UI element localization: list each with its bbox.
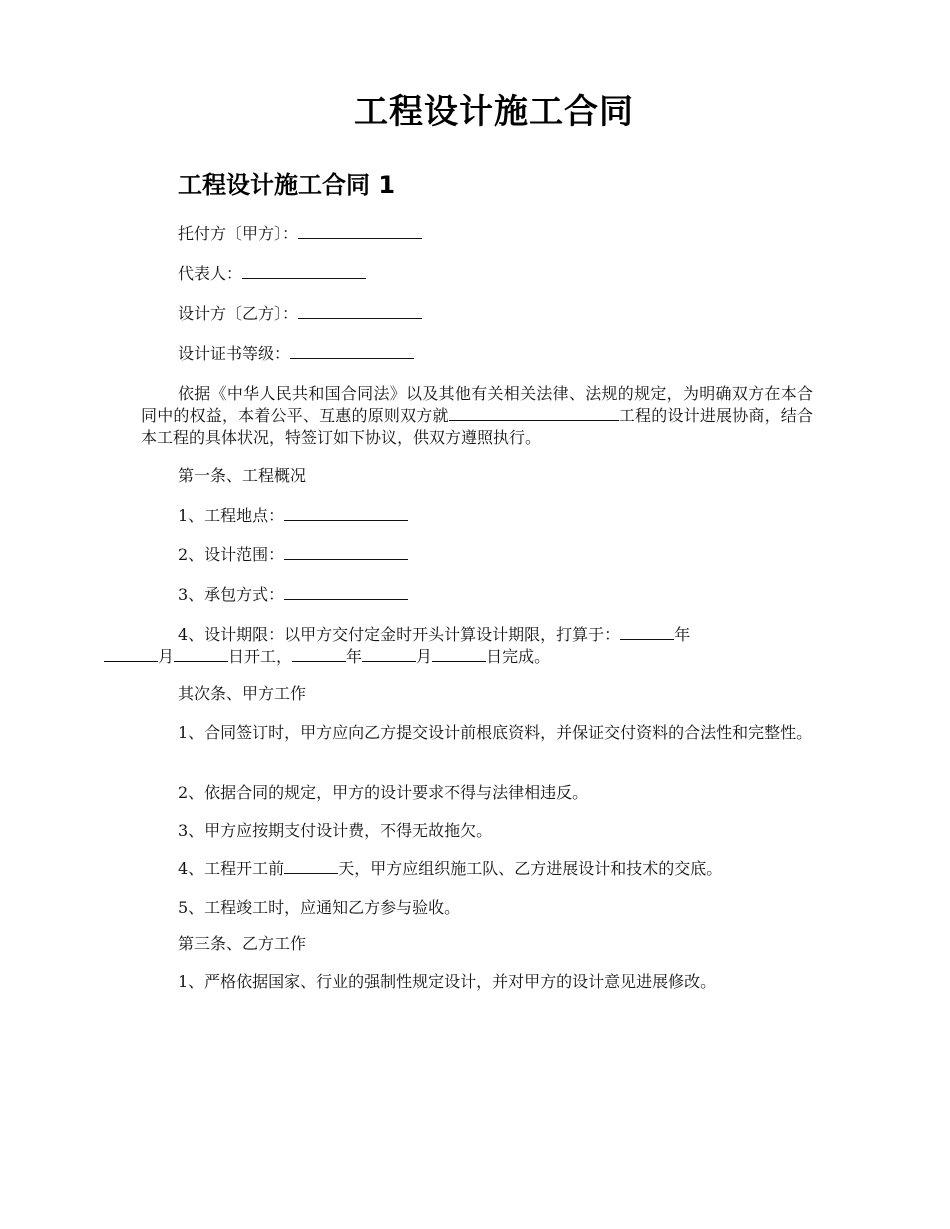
end-label: 日完成。: [486, 647, 551, 666]
item-label: 1、工程地点：: [178, 506, 285, 525]
article-3-title: 第三条、乙方工作: [178, 934, 307, 953]
representative-blank: [242, 264, 366, 279]
article-3-item-1: 1、严格依据国家、行业的强制性规定设计，并对甲方的设计意见进展修改。: [178, 972, 717, 991]
article-1-item-3: [178, 584, 408, 606]
end-day-blank: [432, 647, 486, 662]
article-2-item-4: [178, 858, 722, 880]
project-name-blank: [449, 406, 619, 421]
party-a-blank: [298, 224, 422, 239]
month-label: 月: [158, 647, 175, 666]
intro-text-1: 依据《中华人民共和国合同法》以及其他有关相关法律、法规的规定，为明确双方在本合同中的权益，本着公平、互惠的原则双方就: [141, 384, 813, 425]
party-b-blank: [298, 304, 422, 319]
start-month-blank: [104, 647, 158, 662]
certificate-label: 设计证书等级：: [178, 344, 291, 363]
party-a-line: [178, 223, 422, 245]
start-day-blank: [174, 647, 228, 662]
contract-method-blank: [284, 585, 408, 600]
article-1-item-2: [178, 544, 408, 566]
article-1-item-4: [141, 624, 813, 668]
item-4-text-a: 4、工程开工前: [178, 859, 285, 878]
party-a-label: 托付方〔甲方〕：: [178, 224, 299, 243]
item-label: 3、承包方式：: [178, 585, 285, 604]
item-label: 2、设计范围：: [178, 545, 285, 564]
start-label: 日开工，: [228, 647, 293, 666]
location-blank: [284, 506, 408, 521]
section-heading: 工程设计施工合同 1: [178, 171, 396, 199]
party-b-line: [178, 303, 422, 325]
intro-text-2: 工程的设计进展协商，结合本工程的具体状况，特签订如下协议，供双方遵照执行。: [141, 406, 813, 447]
article-2-item-5: 5、工程竣工时，应通知乙方参与验收。: [178, 898, 461, 917]
year-label: 年: [674, 625, 691, 644]
end-year-blank: [292, 647, 346, 662]
month-label-2: 月: [416, 647, 433, 666]
article-2-item-2: 2、依据合同的规定，甲方的设计要求不得与法律相违反。: [178, 783, 589, 802]
date-row: [104, 647, 550, 666]
representative-label: 代表人：: [178, 264, 243, 283]
scope-blank: [284, 545, 408, 560]
item-4-text-b: 天，甲方应组织施工队、乙方进展设计和技术的交底。: [338, 859, 723, 878]
intro-paragraph: [141, 383, 813, 449]
certificate-blank: [290, 344, 414, 359]
representative-line: [178, 263, 366, 285]
article-1-title: 第一条、工程概况: [178, 466, 307, 485]
certificate-line: [178, 343, 414, 365]
document-title: 工程设计施工合同: [354, 92, 634, 132]
party-b-label: 设计方〔乙方〕：: [178, 304, 299, 323]
days-blank: [284, 859, 338, 874]
end-month-blank: [362, 647, 416, 662]
article-2-item-3: 3、甲方应按期支付设计费，不得无故拖欠。: [178, 821, 493, 840]
item-4-text: 4、设计期限：以甲方交付定金时开头计算设计期限，打算于：: [178, 625, 621, 644]
start-year-blank: [620, 625, 674, 640]
article-2-title: 其次条、甲方工作: [178, 684, 307, 703]
article-1-item-1: [178, 505, 408, 527]
article-2-item-1: 1、合同签订时，甲方应向乙方提交设计前根底资料，并保证交付资料的合法性和完整性。: [178, 723, 813, 742]
year-label-2: 年: [346, 647, 363, 666]
